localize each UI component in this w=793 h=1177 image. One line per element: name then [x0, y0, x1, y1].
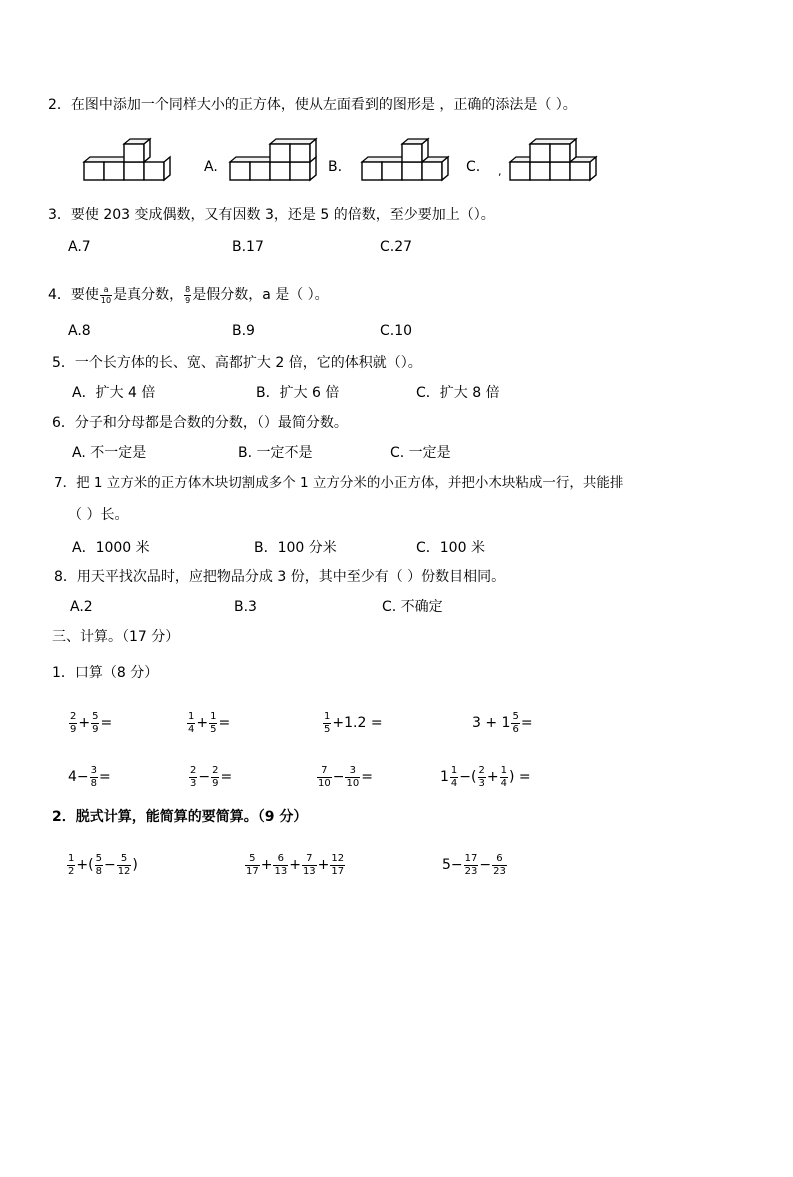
written-expr-3: 5− $\frac{17}{23}$ − $\frac{6}{23}$ [442, 852, 506, 877]
q3-option-b[interactable]: B.17 [232, 239, 264, 255]
cube-stack-option-a-figure [228, 136, 318, 182]
fraction: $\frac{3}{8}$ [90, 764, 98, 789]
fraction: $\frac{1}{5}$ [324, 710, 331, 735]
q8-option-b[interactable]: B.3 [234, 599, 257, 615]
q4-stem: 4．要使 $\frac{a}{10}$ 是真分数， $\frac{8}{9}$ 是假分数，a 是（ ）。 [48, 284, 329, 305]
q4-option-a[interactable]: A.8 [68, 323, 91, 339]
fraction: $\frac{1}{4}$ [450, 764, 458, 789]
oral-expr-7: $\frac{7}{10}$ − $\frac{3}{10}$ = [318, 764, 373, 789]
q5-option-b[interactable]: B．扩大 6 倍 [256, 385, 340, 401]
fraction: $\frac{1}{5}$ [210, 710, 217, 735]
section-3-title: 三、计算。（17 分） [52, 629, 180, 645]
q8-option-a[interactable]: A.2 [70, 599, 93, 615]
q7-stem-line2: （ ）长。 [68, 507, 129, 523]
q7-option-c[interactable]: C．100 米 [416, 540, 485, 556]
fraction: $\frac{17}{23}$ [464, 852, 478, 877]
q5-option-a[interactable]: A．扩大 4 倍 [72, 385, 156, 401]
oral-expr-4: 3 + 1 $\frac{5}{6}$ = [472, 710, 533, 735]
q2-option-b[interactable]: B. [328, 159, 343, 175]
fraction: $\frac{2}{9}$ [212, 764, 219, 789]
q4-fraction-a-over-10: $\frac{a}{10}$ [100, 284, 112, 305]
written-expr-2: $\frac{5}{17}$ + $\frac{6}{13}$ + $\frac{7}{13}$ + $\frac{12}{17}$ [246, 852, 345, 877]
fraction: $\frac{3}{10}$ [346, 764, 360, 789]
fraction: $\frac{6}{13}$ [274, 852, 288, 877]
q7-option-a[interactable]: A．1000 米 [72, 540, 150, 556]
fraction: $\frac{5}{6}$ [512, 710, 519, 735]
fraction: $\frac{5}{9}$ [92, 710, 99, 735]
fraction: $\frac{1}{4}$ [500, 764, 507, 789]
cube-stack-original-figure [82, 136, 172, 182]
fraction: $\frac{1}{2}$ [68, 852, 75, 877]
q3-option-a[interactable]: A.7 [68, 239, 91, 255]
q2-option-c[interactable]: C. [466, 159, 481, 175]
oral-calc-title: 1．口算（8 分） [52, 665, 159, 681]
q2-comma: , [498, 165, 502, 178]
fraction: $\frac{7}{10}$ [318, 764, 331, 789]
q6-option-a[interactable]: A. 不一定是 [72, 445, 147, 461]
oral-expr-2: $\frac{1}{4}$ + $\frac{1}{5}$ = [188, 710, 231, 735]
fraction: $\frac{1}{4}$ [188, 710, 195, 735]
fraction: $\frac{2}{9}$ [70, 710, 77, 735]
q7-option-b[interactable]: B．100 分米 [254, 540, 337, 556]
oral-expr-3: $\frac{1}{5}$ +1.2 = [324, 710, 383, 735]
cube-stack-option-b-figure [360, 132, 450, 182]
fraction: $\frac{5}{17}$ [246, 852, 259, 877]
q4-option-c[interactable]: C.10 [380, 323, 413, 339]
q2-stem: 2．在图中添加一个同样大小的正方体，使从左面看到的图形是 ，正确的添法是（ ）。 [48, 97, 577, 113]
oral-expr-8: 1 $\frac{1}{4}$ −( $\frac{2}{3}$ + $\frac{1}{4}$ ) = [440, 764, 531, 789]
q5-stem: 5．一个长方体的长、宽、高都扩大 2 倍，它的体积就（）。 [52, 355, 422, 371]
fraction: $\frac{6}{23}$ [493, 852, 506, 877]
q8-option-c[interactable]: C. 不确定 [382, 599, 443, 615]
q8-stem: 8．用天平找次品时，应把物品分成 3 份，其中至少有（ ）份数目相同。 [54, 569, 506, 585]
q6-option-b[interactable]: B. 一定不是 [238, 445, 313, 461]
q2-option-a[interactable]: A. [204, 159, 218, 175]
fraction: $\frac{2}{3}$ [478, 764, 485, 789]
written-expr-1: $\frac{1}{2}$ +( $\frac{5}{8}$ − $\frac{5}{12}$ ) [68, 852, 138, 877]
written-calc-title: 2．脱式计算，能简算的要简算。（9 分） [52, 809, 308, 825]
q4-option-b[interactable]: B.9 [232, 323, 255, 339]
oral-expr-5: 4− $\frac{3}{8}$ = [68, 764, 111, 789]
fraction: $\frac{2}{3}$ [190, 764, 197, 789]
fraction: $\frac{12}{17}$ [331, 852, 345, 877]
q5-option-c[interactable]: C．扩大 8 倍 [416, 385, 500, 401]
q3-stem: 3．要使 203 变成偶数，又有因数 3，还是 5 的倍数，至少要加上（）。 [48, 207, 495, 223]
oral-expr-1: $\frac{2}{9}$ + $\frac{5}{9}$ = [70, 710, 113, 735]
q7-stem-line1: 7．把 1 立方米的正方体木块切割成多个 1 立方分米的小正方体，并把小木块粘成一行，共能排 [54, 475, 624, 491]
oral-expr-6: $\frac{2}{3}$ − $\frac{2}{9}$ = [190, 764, 233, 789]
q4-fraction-8-over-9: $\frac{8}{9}$ [185, 284, 191, 305]
q3-option-c[interactable]: C.27 [380, 239, 413, 255]
fraction: $\frac{7}{13}$ [302, 852, 316, 877]
fraction: $\frac{5}{8}$ [95, 852, 102, 877]
fraction: $\frac{5}{12}$ [117, 852, 131, 877]
q6-option-c[interactable]: C. 一定是 [390, 445, 451, 461]
q6-stem: 6．分子和分母都是合数的分数，（）最简分数。 [52, 415, 348, 431]
cube-stack-option-c-figure [508, 132, 598, 182]
